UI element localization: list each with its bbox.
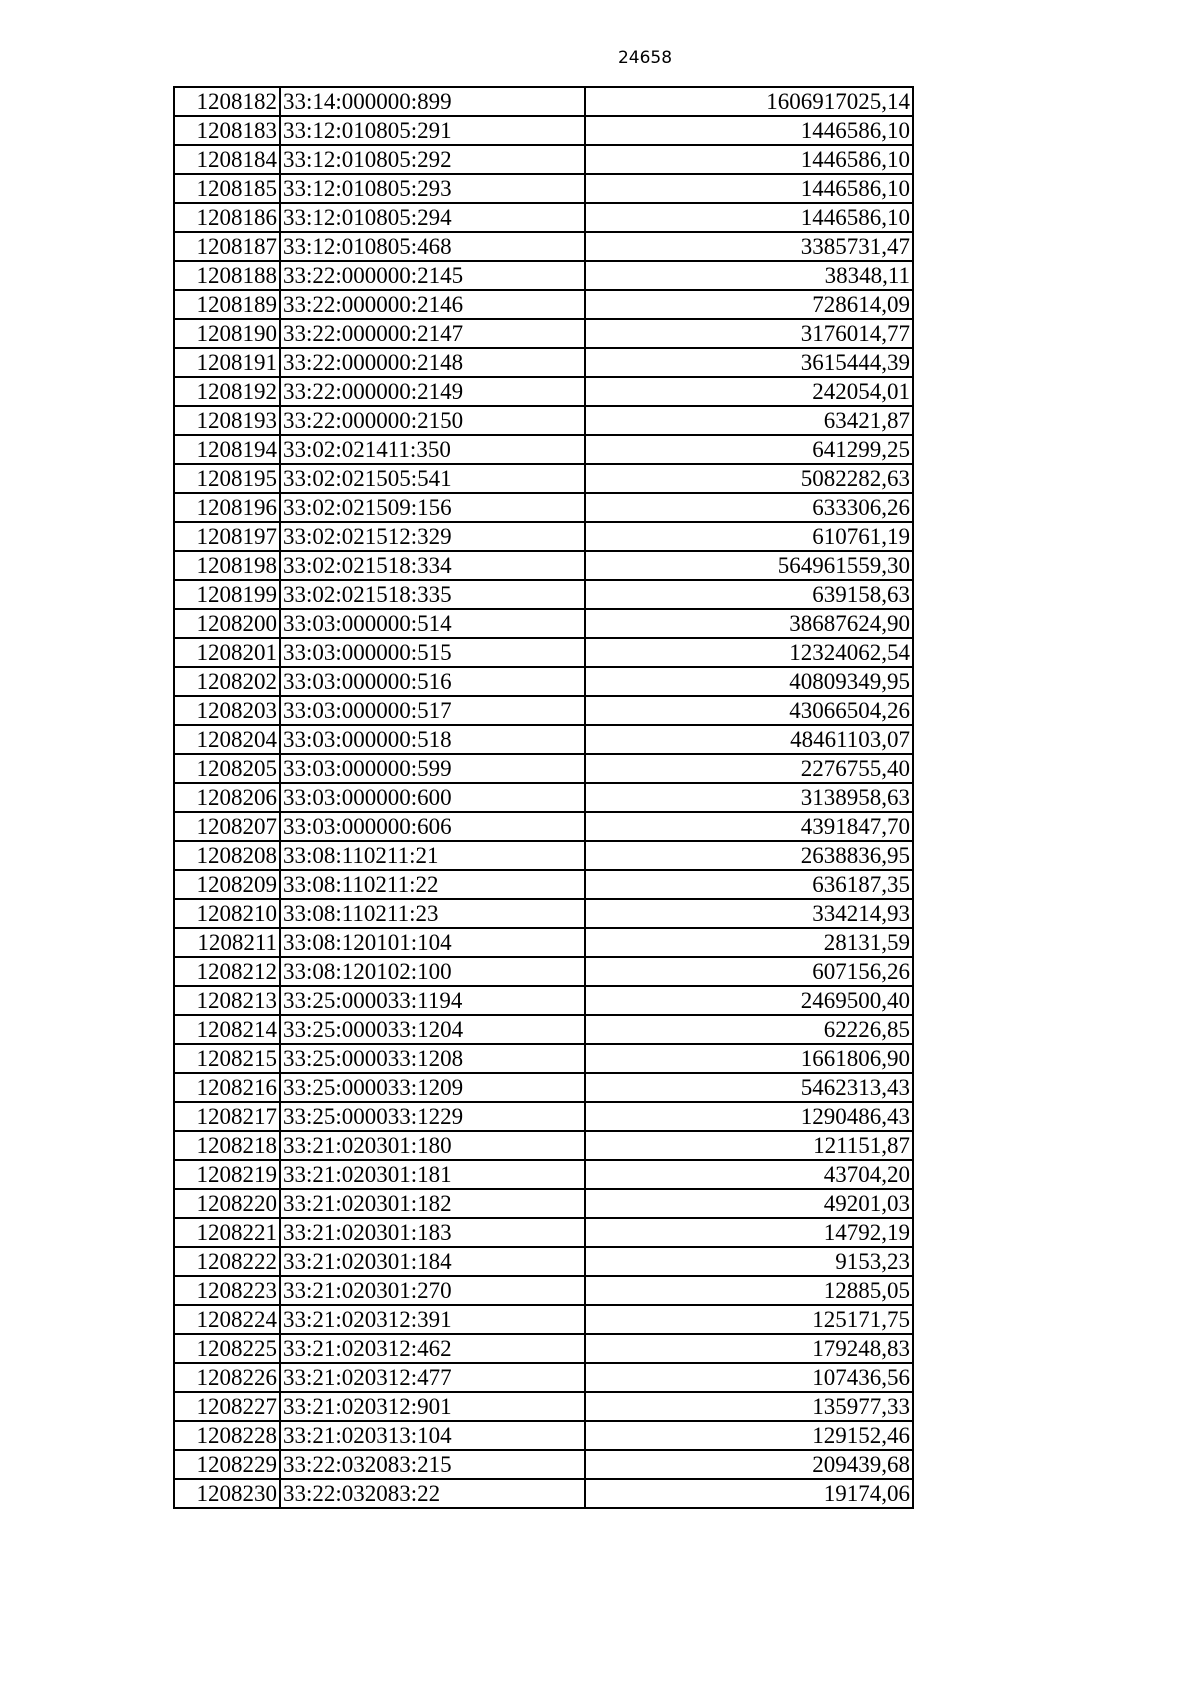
cadastral-number-cell: 33:08:110211:23 <box>280 899 585 928</box>
row-id-cell: 1208230 <box>174 1479 280 1508</box>
cadastral-value-table <box>173 86 914 1509</box>
cadastral-value-cell: 5082282,63 <box>585 464 913 493</box>
table-row <box>174 928 913 957</box>
table-row <box>174 551 913 580</box>
cadastral-number-cell: 33:03:000000:516 <box>280 667 585 696</box>
cadastral-value-cell: 121151,87 <box>585 1131 913 1160</box>
cadastral-value-cell: 12324062,54 <box>585 638 913 667</box>
row-id-cell: 1208195 <box>174 464 280 493</box>
cadastral-value-cell: 62226,85 <box>585 1015 913 1044</box>
cadastral-number-cell: 33:14:000000:899 <box>280 87 585 116</box>
row-id-cell: 1208193 <box>174 406 280 435</box>
table-row <box>174 145 913 174</box>
cadastral-number-cell: 33:02:021518:334 <box>280 551 585 580</box>
cadastral-value-cell: 334214,93 <box>585 899 913 928</box>
cadastral-number-cell: 33:21:020312:477 <box>280 1363 585 1392</box>
table-row <box>174 174 913 203</box>
table-row <box>174 1189 913 1218</box>
cadastral-value-cell: 1446586,10 <box>585 116 913 145</box>
cadastral-number-cell: 33:03:000000:515 <box>280 638 585 667</box>
cadastral-number-cell: 33:22:032083:215 <box>280 1450 585 1479</box>
table-row <box>174 232 913 261</box>
table-row <box>174 1363 913 1392</box>
cadastral-value-cell: 48461103,07 <box>585 725 913 754</box>
table-row <box>174 1218 913 1247</box>
row-id-cell: 1208223 <box>174 1276 280 1305</box>
cadastral-value-cell: 125171,75 <box>585 1305 913 1334</box>
row-id-cell: 1208206 <box>174 783 280 812</box>
cadastral-value-cell: 633306,26 <box>585 493 913 522</box>
row-id-cell: 1208209 <box>174 870 280 899</box>
cadastral-number-cell: 33:22:000000:2146 <box>280 290 585 319</box>
cadastral-value-cell: 2638836,95 <box>585 841 913 870</box>
row-id-cell: 1208201 <box>174 638 280 667</box>
cadastral-value-cell: 3615444,39 <box>585 348 913 377</box>
table-row <box>174 696 913 725</box>
table-row <box>174 1276 913 1305</box>
cadastral-number-cell: 33:12:010805:291 <box>280 116 585 145</box>
cadastral-value-cell: 5462313,43 <box>585 1073 913 1102</box>
cadastral-number-cell: 33:21:020301:184 <box>280 1247 585 1276</box>
table-row <box>174 1247 913 1276</box>
cadastral-number-cell: 33:22:000000:2148 <box>280 348 585 377</box>
table-row <box>174 406 913 435</box>
row-id-cell: 1208208 <box>174 841 280 870</box>
cadastral-number-cell: 33:02:021518:335 <box>280 580 585 609</box>
table-row <box>174 1160 913 1189</box>
table-row <box>174 1334 913 1363</box>
row-id-cell: 1208197 <box>174 522 280 551</box>
cadastral-value-cell: 639158,63 <box>585 580 913 609</box>
cadastral-value-cell: 1290486,43 <box>585 1102 913 1131</box>
table-row <box>174 319 913 348</box>
cadastral-number-cell: 33:12:010805:292 <box>280 145 585 174</box>
cadastral-number-cell: 33:21:020301:182 <box>280 1189 585 1218</box>
row-id-cell: 1208202 <box>174 667 280 696</box>
cadastral-number-cell: 33:08:110211:21 <box>280 841 585 870</box>
cadastral-number-cell: 33:22:032083:22 <box>280 1479 585 1508</box>
row-id-cell: 1208207 <box>174 812 280 841</box>
row-id-cell: 1208184 <box>174 145 280 174</box>
row-id-cell: 1208212 <box>174 957 280 986</box>
cadastral-number-cell: 33:03:000000:606 <box>280 812 585 841</box>
cadastral-value-cell: 3176014,77 <box>585 319 913 348</box>
row-id-cell: 1208183 <box>174 116 280 145</box>
cadastral-value-cell: 14792,19 <box>585 1218 913 1247</box>
cadastral-value-cell: 636187,35 <box>585 870 913 899</box>
table-body <box>174 87 913 1508</box>
table-row <box>174 261 913 290</box>
cadastral-number-cell: 33:12:010805:468 <box>280 232 585 261</box>
cadastral-number-cell: 33:02:021512:329 <box>280 522 585 551</box>
table-row <box>174 377 913 406</box>
table-row <box>174 1305 913 1334</box>
cadastral-value-cell: 12885,05 <box>585 1276 913 1305</box>
table-row <box>174 986 913 1015</box>
cadastral-number-cell: 33:08:120101:104 <box>280 928 585 957</box>
cadastral-number-cell: 33:08:110211:22 <box>280 870 585 899</box>
cadastral-value-cell: 179248,83 <box>585 1334 913 1363</box>
cadastral-value-cell: 564961559,30 <box>585 551 913 580</box>
table-row <box>174 1073 913 1102</box>
table-row <box>174 348 913 377</box>
cadastral-number-cell: 33:03:000000:514 <box>280 609 585 638</box>
cadastral-value-cell: 728614,09 <box>585 290 913 319</box>
cadastral-value-cell: 38348,11 <box>585 261 913 290</box>
table-row <box>174 1392 913 1421</box>
cadastral-number-cell: 33:22:000000:2145 <box>280 261 585 290</box>
row-id-cell: 1208214 <box>174 1015 280 1044</box>
table-row <box>174 870 913 899</box>
cadastral-number-cell: 33:22:000000:2150 <box>280 406 585 435</box>
table-row <box>174 812 913 841</box>
row-id-cell: 1208225 <box>174 1334 280 1363</box>
cadastral-number-cell: 33:21:020301:181 <box>280 1160 585 1189</box>
cadastral-number-cell: 33:25:000033:1194 <box>280 986 585 1015</box>
cadastral-value-cell: 3138958,63 <box>585 783 913 812</box>
cadastral-number-cell: 33:21:020312:462 <box>280 1334 585 1363</box>
table-row <box>174 290 913 319</box>
cadastral-number-cell: 33:21:020313:104 <box>280 1421 585 1450</box>
cadastral-value-cell: 242054,01 <box>585 377 913 406</box>
table-row <box>174 783 913 812</box>
cadastral-value-cell: 63421,87 <box>585 406 913 435</box>
row-id-cell: 1208216 <box>174 1073 280 1102</box>
cadastral-number-cell: 33:25:000033:1208 <box>280 1044 585 1073</box>
table-row <box>174 1015 913 1044</box>
cadastral-number-cell: 33:08:120102:100 <box>280 957 585 986</box>
table-row <box>174 1131 913 1160</box>
table-row <box>174 638 913 667</box>
row-id-cell: 1208217 <box>174 1102 280 1131</box>
table-row <box>174 1102 913 1131</box>
cadastral-value-cell: 1606917025,14 <box>585 87 913 116</box>
row-id-cell: 1208203 <box>174 696 280 725</box>
table-row <box>174 87 913 116</box>
row-id-cell: 1208220 <box>174 1189 280 1218</box>
table-row <box>174 1044 913 1073</box>
cadastral-number-cell: 33:02:021509:156 <box>280 493 585 522</box>
cadastral-number-cell: 33:25:000033:1204 <box>280 1015 585 1044</box>
row-id-cell: 1208215 <box>174 1044 280 1073</box>
row-id-cell: 1208185 <box>174 174 280 203</box>
row-id-cell: 1208199 <box>174 580 280 609</box>
cadastral-number-cell: 33:21:020301:270 <box>280 1276 585 1305</box>
row-id-cell: 1208198 <box>174 551 280 580</box>
cadastral-value-cell: 19174,06 <box>585 1479 913 1508</box>
cadastral-value-cell: 135977,33 <box>585 1392 913 1421</box>
cadastral-number-cell: 33:03:000000:599 <box>280 754 585 783</box>
table-row <box>174 435 913 464</box>
cadastral-number-cell: 33:02:021411:350 <box>280 435 585 464</box>
cadastral-value-cell: 1446586,10 <box>585 203 913 232</box>
cadastral-number-cell: 33:25:000033:1229 <box>280 1102 585 1131</box>
cadastral-number-cell: 33:21:020312:391 <box>280 1305 585 1334</box>
table-row <box>174 667 913 696</box>
cadastral-value-cell: 28131,59 <box>585 928 913 957</box>
row-id-cell: 1208228 <box>174 1421 280 1450</box>
row-id-cell: 1208189 <box>174 290 280 319</box>
cadastral-number-cell: 33:03:000000:517 <box>280 696 585 725</box>
table-row <box>174 1479 913 1508</box>
row-id-cell: 1208187 <box>174 232 280 261</box>
row-id-cell: 1208210 <box>174 899 280 928</box>
cadastral-value-cell: 43704,20 <box>585 1160 913 1189</box>
row-id-cell: 1208191 <box>174 348 280 377</box>
row-id-cell: 1208200 <box>174 609 280 638</box>
table-row <box>174 203 913 232</box>
row-id-cell: 1208219 <box>174 1160 280 1189</box>
cadastral-value-cell: 2276755,40 <box>585 754 913 783</box>
cadastral-value-cell: 3385731,47 <box>585 232 913 261</box>
cadastral-number-cell: 33:22:000000:2149 <box>280 377 585 406</box>
cadastral-number-cell: 33:21:020312:901 <box>280 1392 585 1421</box>
cadastral-number-cell: 33:12:010805:294 <box>280 203 585 232</box>
row-id-cell: 1208218 <box>174 1131 280 1160</box>
cadastral-value-cell: 107436,56 <box>585 1363 913 1392</box>
table-row <box>174 522 913 551</box>
cadastral-number-cell: 33:12:010805:293 <box>280 174 585 203</box>
table-row <box>174 899 913 928</box>
cadastral-value-cell: 610761,19 <box>585 522 913 551</box>
cadastral-value-cell: 209439,68 <box>585 1450 913 1479</box>
table-row <box>174 1450 913 1479</box>
cadastral-value-cell: 9153,23 <box>585 1247 913 1276</box>
cadastral-number-cell: 33:03:000000:600 <box>280 783 585 812</box>
row-id-cell: 1208204 <box>174 725 280 754</box>
table-row <box>174 841 913 870</box>
row-id-cell: 1208196 <box>174 493 280 522</box>
row-id-cell: 1208213 <box>174 986 280 1015</box>
table-row <box>174 609 913 638</box>
page-number: 24658 <box>617 48 673 68</box>
table-row <box>174 957 913 986</box>
table-row <box>174 464 913 493</box>
cadastral-value-cell: 49201,03 <box>585 1189 913 1218</box>
row-id-cell: 1208188 <box>174 261 280 290</box>
table-row <box>174 116 913 145</box>
cadastral-value-cell: 1446586,10 <box>585 145 913 174</box>
table-row <box>174 1421 913 1450</box>
row-id-cell: 1208194 <box>174 435 280 464</box>
row-id-cell: 1208182 <box>174 87 280 116</box>
cadastral-value-cell: 40809349,95 <box>585 667 913 696</box>
row-id-cell: 1208192 <box>174 377 280 406</box>
row-id-cell: 1208224 <box>174 1305 280 1334</box>
row-id-cell: 1208229 <box>174 1450 280 1479</box>
row-id-cell: 1208221 <box>174 1218 280 1247</box>
cadastral-number-cell: 33:21:020301:183 <box>280 1218 585 1247</box>
cadastral-number-cell: 33:03:000000:518 <box>280 725 585 754</box>
cadastral-number-cell: 33:22:000000:2147 <box>280 319 585 348</box>
table-row <box>174 493 913 522</box>
cadastral-value-cell: 641299,25 <box>585 435 913 464</box>
cadastral-value-cell: 43066504,26 <box>585 696 913 725</box>
cadastral-value-cell: 1661806,90 <box>585 1044 913 1073</box>
table-row <box>174 580 913 609</box>
cadastral-number-cell: 33:02:021505:541 <box>280 464 585 493</box>
row-id-cell: 1208226 <box>174 1363 280 1392</box>
row-id-cell: 1208205 <box>174 754 280 783</box>
cadastral-number-cell: 33:25:000033:1209 <box>280 1073 585 1102</box>
row-id-cell: 1208190 <box>174 319 280 348</box>
cadastral-value-cell: 38687624,90 <box>585 609 913 638</box>
cadastral-value-cell: 2469500,40 <box>585 986 913 1015</box>
cadastral-value-cell: 607156,26 <box>585 957 913 986</box>
cadastral-value-cell: 129152,46 <box>585 1421 913 1450</box>
cadastral-number-cell: 33:21:020301:180 <box>280 1131 585 1160</box>
table-row <box>174 725 913 754</box>
table-row <box>174 754 913 783</box>
row-id-cell: 1208222 <box>174 1247 280 1276</box>
row-id-cell: 1208186 <box>174 203 280 232</box>
cadastral-value-cell: 4391847,70 <box>585 812 913 841</box>
cadastral-value-cell: 1446586,10 <box>585 174 913 203</box>
row-id-cell: 1208227 <box>174 1392 280 1421</box>
row-id-cell: 1208211 <box>174 928 280 957</box>
